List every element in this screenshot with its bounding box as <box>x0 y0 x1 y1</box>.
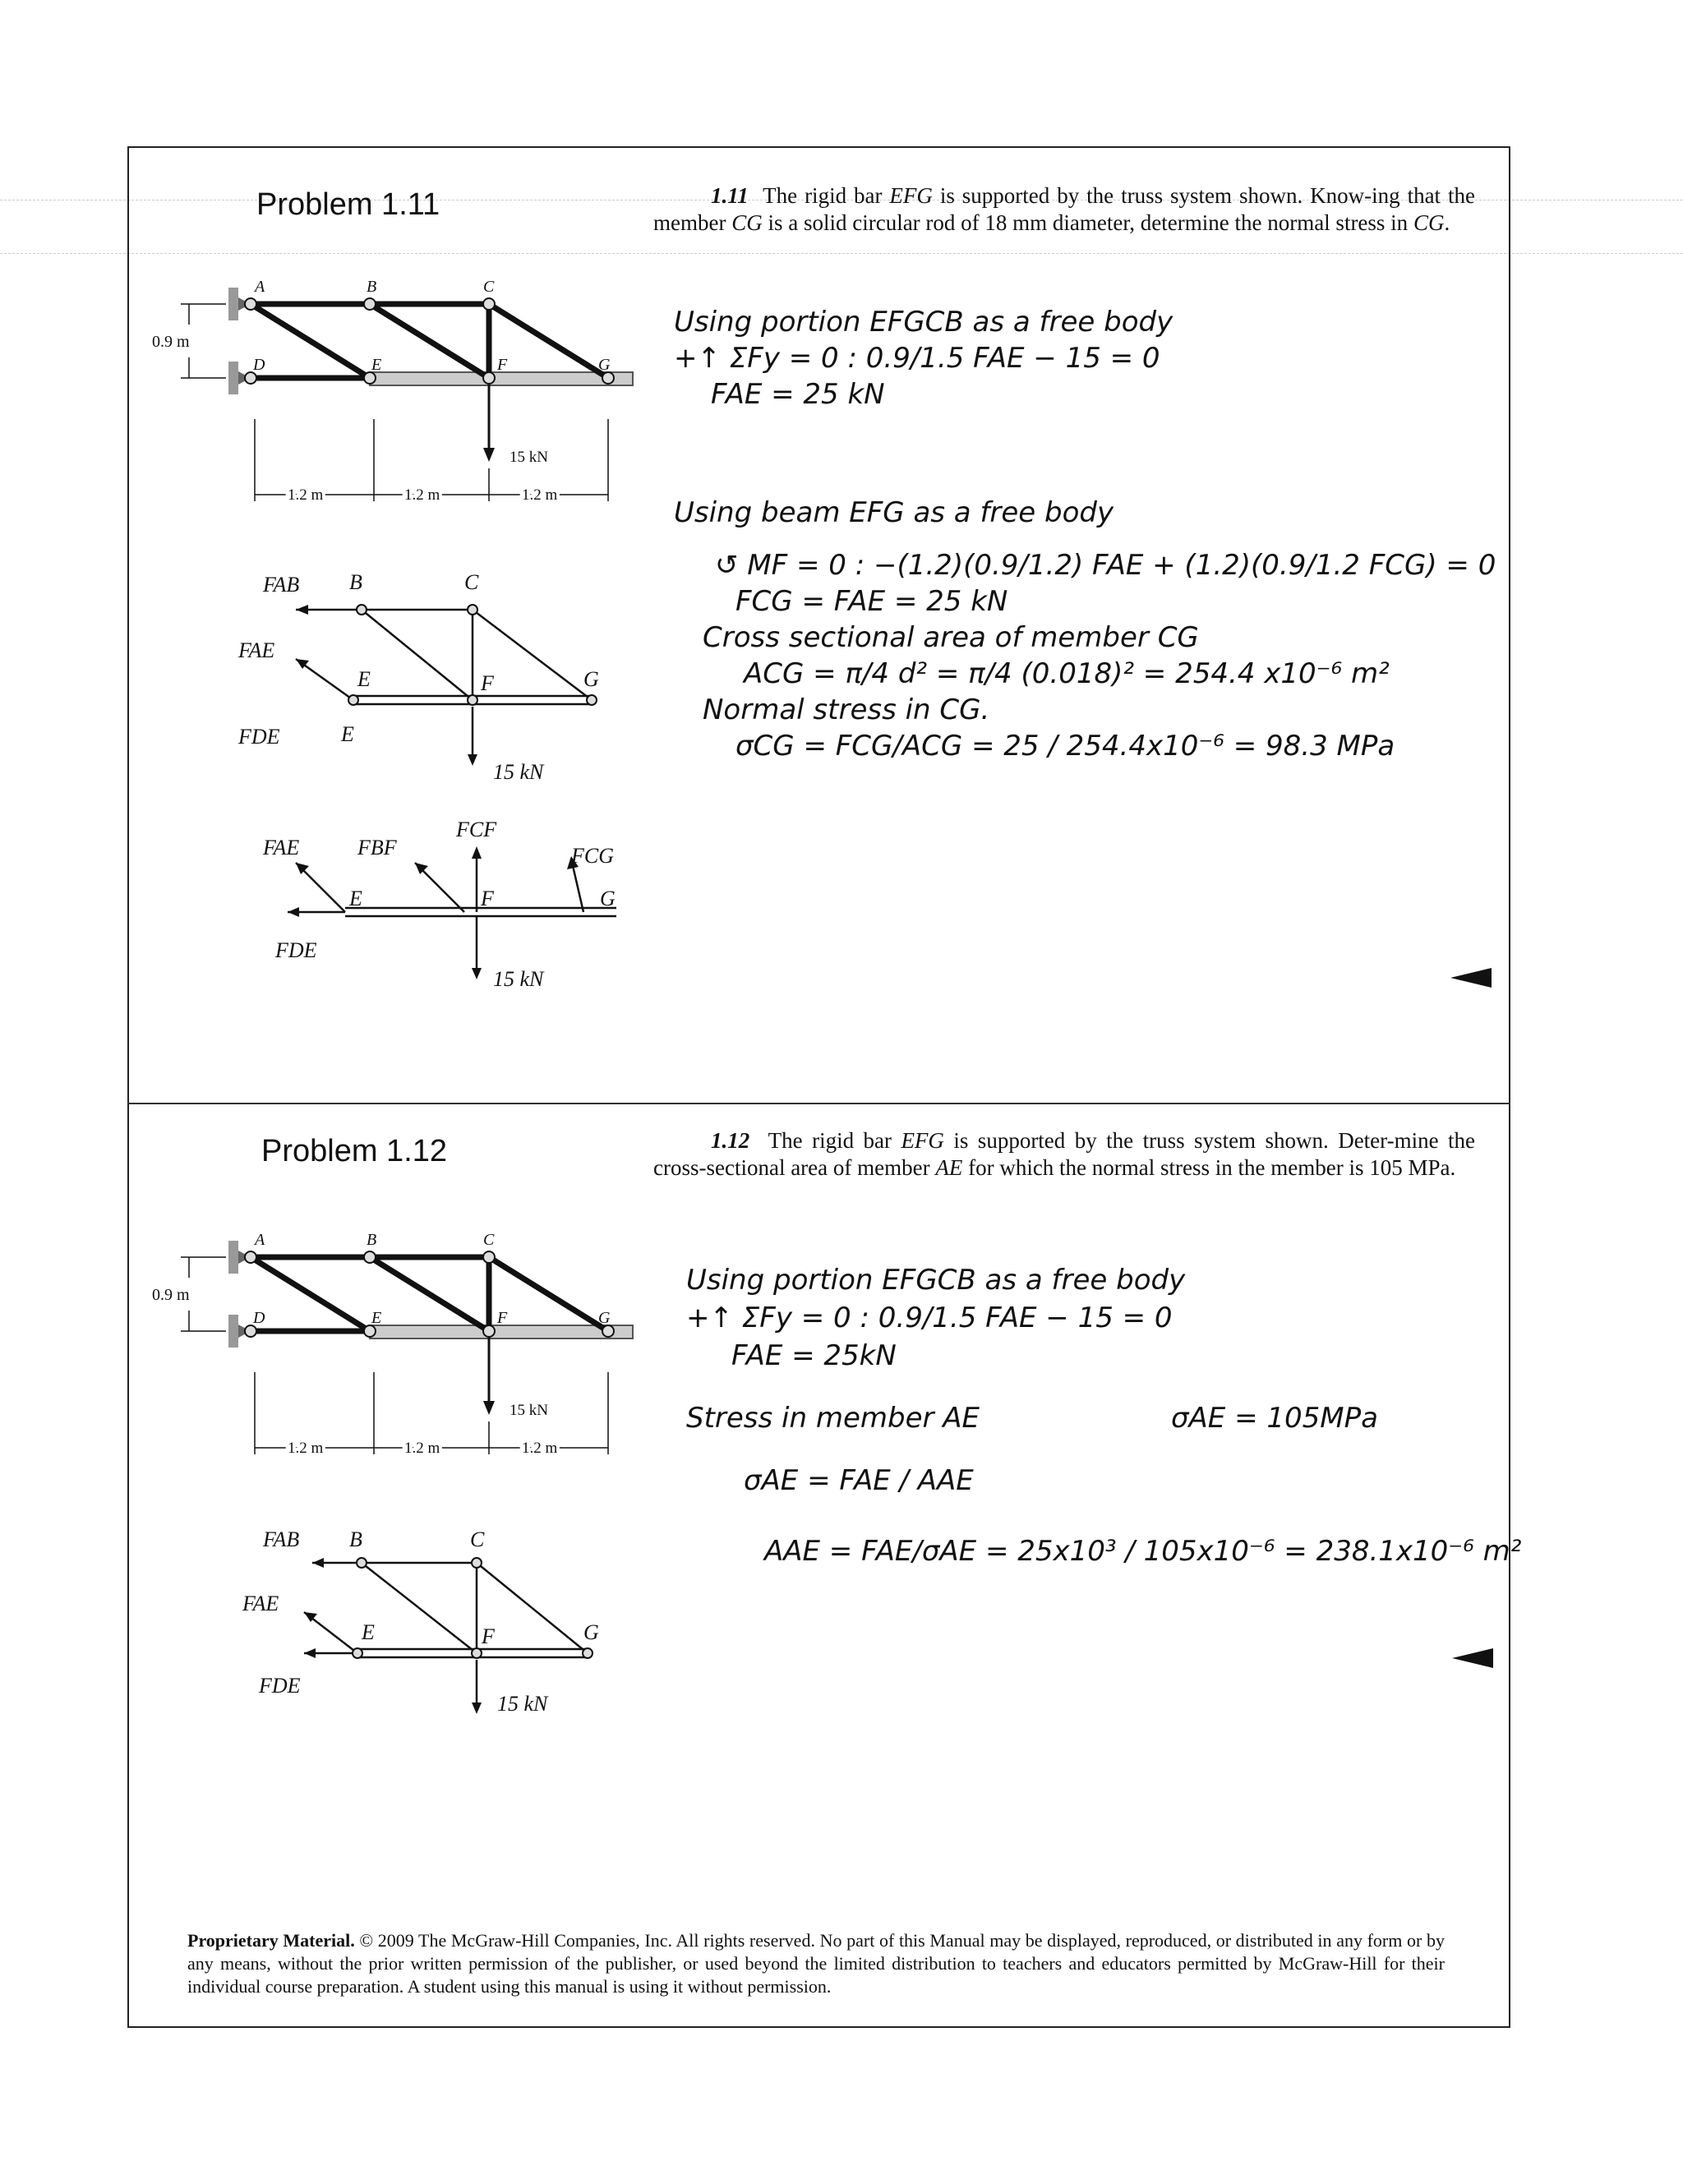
problem-12-title: Problem 1.12 <box>261 1134 448 1168</box>
svg-text:G: G <box>600 887 616 910</box>
svg-text:C: C <box>470 1527 485 1551</box>
svg-text:15 kN: 15 kN <box>493 967 544 991</box>
section-divider <box>127 1103 1510 1104</box>
solution-line: Normal stress in CG. <box>703 693 990 726</box>
problem-11-statement: 1.11 The rigid bar EFG is supported by the truss system shown. Know-ing that the member CG is a solid circular rod of 18 mm diameter, determine the normal stress in CG. <box>653 183 1475 235</box>
solution-line: Cross sectional area of member CG <box>703 621 1199 654</box>
svg-text:15 kN: 15 kN <box>493 760 544 784</box>
svg-text:B: B <box>367 1233 377 1249</box>
svg-text:C: C <box>464 570 479 594</box>
problem-number: 1.11 <box>711 183 749 208</box>
svg-text:E: E <box>341 722 354 746</box>
svg-text:FAB: FAB <box>263 1527 300 1551</box>
solution-line: FAE = 25kN <box>731 1339 897 1372</box>
svg-text:B: B <box>349 1527 362 1551</box>
svg-text:F: F <box>497 1309 508 1327</box>
svg-text:G: G <box>583 667 599 691</box>
truss-members <box>251 304 608 378</box>
svg-text:1.2 m: 1.2 m <box>522 486 558 504</box>
solution-line: ACG = π/4 d² = π/4 (0.018)² = 254.4 x10⁻⁶ m² <box>744 657 1390 690</box>
solution-line: FAE = 25 kN <box>711 378 885 411</box>
svg-text:1.2 m: 1.2 m <box>404 486 440 504</box>
solution-line: Using portion EFGCB as a free body <box>686 1264 1186 1297</box>
svg-text:1.2 m: 1.2 m <box>288 1440 324 1457</box>
svg-text:1.2 m: 1.2 m <box>288 486 324 504</box>
rigid-bar-efg <box>370 1325 633 1339</box>
load-arrowhead <box>483 448 495 462</box>
svg-text:F: F <box>481 671 494 695</box>
solution-line: σAE = FAE / AAE <box>744 1464 974 1497</box>
svg-text:A: A <box>255 279 265 296</box>
solution-line: AAE = FAE/σAE = 25x10³ / 105x10⁻⁶ = 238.1x10⁻⁶ m² <box>764 1535 1522 1568</box>
svg-text:E: E <box>357 667 371 691</box>
answer-marker-icon <box>1446 965 1496 990</box>
problem-11-title: Problem 1.11 <box>256 187 440 222</box>
svg-text:1.2 m: 1.2 m <box>404 1440 440 1457</box>
solution-line: σCG = FCG/ACG = 25 / 254.4x10⁻⁶ = 98.3 MPa <box>735 730 1395 763</box>
svg-text:A: A <box>255 1233 265 1249</box>
svg-text:F: F <box>497 356 508 374</box>
problem-12-statement: 1.12 The rigid bar EFG is supported by the truss system shown. Deter-mine the cross-sectional area of member AE for which the normal stress in the member is 105 MPa. <box>653 1128 1476 1180</box>
fbd-12 <box>238 1520 649 1734</box>
svg-text:E: E <box>362 1620 375 1644</box>
svg-text:1.2 m: 1.2 m <box>522 1440 558 1457</box>
copyright-footer: Proprietary Material. © 2009 The McGraw-Hill Companies, Inc. All rights reserved. No part of this Manual may be displayed, reproduced, or distributed in any form or by any means, without the prior written permission of the publisher, or used beyond the limited distribution to teachers and educators permitted by McGraw-Hill for their individual course preparation. A student using this manual is using it without permission. <box>187 1930 1445 1997</box>
svg-text:FDE: FDE <box>275 938 317 962</box>
rigid-bar-efg <box>370 372 633 385</box>
solution-line: Stress in member AE σAE = 105MPa <box>686 1402 1378 1435</box>
svg-text:FCG: FCG <box>571 844 614 868</box>
svg-text:D: D <box>253 356 265 374</box>
node-labels <box>252 279 611 374</box>
svg-text:FCF: FCF <box>456 818 497 841</box>
svg-text:C: C <box>483 1233 495 1249</box>
svg-text:FAB: FAB <box>263 573 300 597</box>
node-labels <box>252 1233 611 1327</box>
solution-12 <box>686 1261 1521 1570</box>
svg-text:G: G <box>598 1309 611 1327</box>
svg-text:F: F <box>481 887 494 910</box>
svg-text:FAE: FAE <box>242 1592 279 1615</box>
svg-text:G: G <box>583 1620 599 1644</box>
fbd-11-b <box>238 813 649 1011</box>
svg-text:FBF: FBF <box>357 836 397 859</box>
load-label: 15 kN <box>510 1402 548 1419</box>
height-label: 0.9 m <box>152 333 190 351</box>
svg-text:FAE: FAE <box>263 836 300 859</box>
solution-line: ↺ MF = 0 : −(1.2)(0.9/1.2) FAE + (1.2)(0.9/1.2 FCG) = 0 <box>715 549 1496 582</box>
svg-text:15 kN: 15 kN <box>497 1692 548 1716</box>
svg-text:B: B <box>349 570 362 594</box>
solution-line: +↑ ΣFy = 0 : 0.9/1.5 FAE − 15 = 0 <box>674 342 1160 375</box>
truss-members <box>251 1257 608 1331</box>
svg-text:E: E <box>349 887 362 910</box>
problem-number: 1.12 <box>711 1128 750 1153</box>
svg-text:FDE: FDE <box>238 725 280 749</box>
svg-text:FDE: FDE <box>259 1674 301 1698</box>
fbd-11-a <box>230 567 657 797</box>
solution-line: Using beam EFG as a free body <box>674 496 1114 529</box>
solution-line: Using portion EFGCB as a free body <box>674 306 1173 339</box>
solution-line: +↑ ΣFy = 0 : 0.9/1.5 FAE − 15 = 0 <box>686 1302 1173 1334</box>
truss-figure-11 <box>148 279 641 509</box>
solution-line: FCG = FAE = 25 kN <box>735 585 1008 618</box>
answer-marker-icon <box>1448 1646 1497 1670</box>
solution-11 <box>674 304 1496 764</box>
svg-text:G: G <box>598 356 611 374</box>
height-label: 0.9 m <box>152 1286 190 1304</box>
load-label: 15 kN <box>510 449 548 466</box>
truss-figure-12 <box>148 1233 641 1463</box>
svg-text:F: F <box>482 1624 495 1648</box>
svg-text:B: B <box>367 279 377 296</box>
svg-text:E: E <box>371 1309 382 1327</box>
svg-text:C: C <box>483 279 495 296</box>
load-arrowhead <box>483 1401 495 1415</box>
svg-text:FAE: FAE <box>238 638 275 662</box>
svg-text:E: E <box>371 356 382 374</box>
svg-text:D: D <box>253 1309 265 1327</box>
